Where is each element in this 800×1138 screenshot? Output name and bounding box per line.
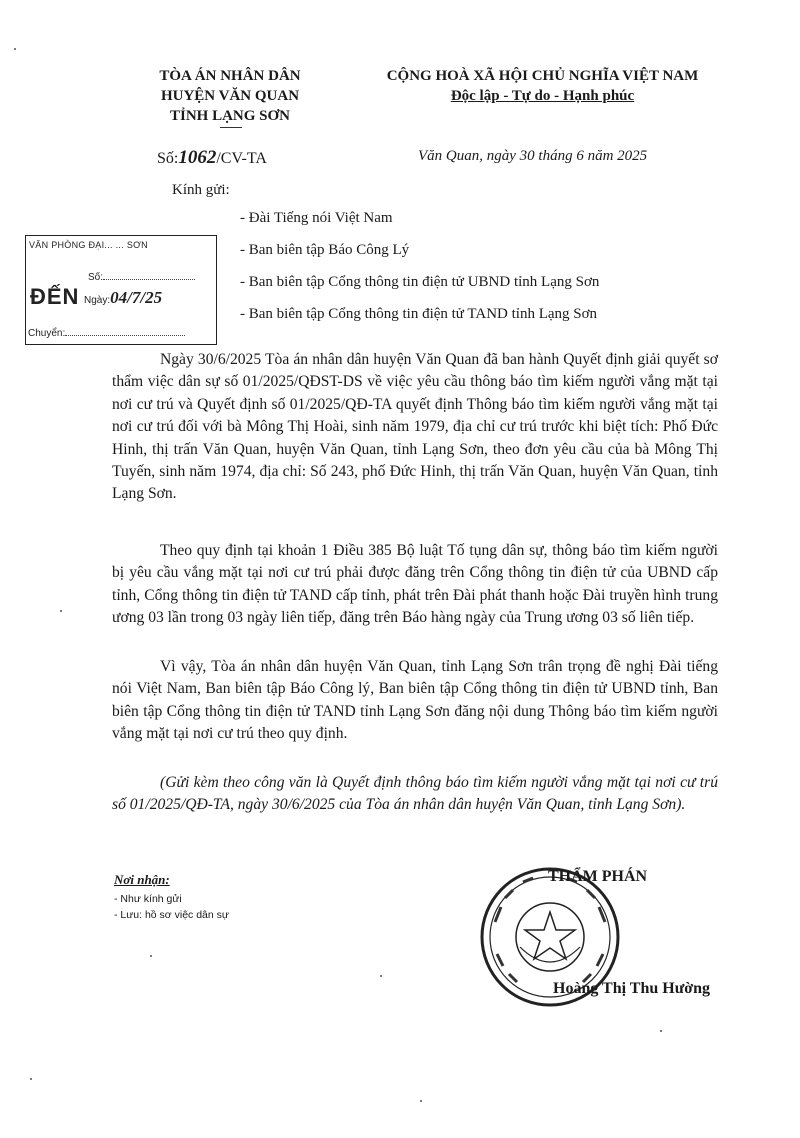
national-motto: Độc lập - Tự do - Hạnh phúc — [450, 88, 635, 104]
header-divider — [220, 127, 242, 128]
attachment-note: (Gửi kèm theo công văn là Quyết định thông báo tìm kiếm người vắng mặt tại nơi cư trú số 01/2025/QĐ-TA, ngày 30/6/2025 của Tòa án nhân dân huyện Văn Quan, tỉnh Lạng Sơn). — [112, 774, 718, 814]
stamp-date-handwritten: 04/7/25 — [110, 288, 163, 307]
national-title: CỘNG HOÀ XÃ HỘI CHỦ NGHĨA VIỆT NAM — [386, 68, 699, 84]
scan-speck — [60, 610, 62, 612]
stamp-forward-dots — [65, 335, 185, 336]
court-name-line-1: TÒA ÁN NHÂN DÂN — [159, 68, 301, 84]
recipient-item: - Ban biên tập Báo Công Lý — [240, 242, 410, 258]
body-paragraph-3: Vì vậy, Tòa án nhân dân huyện Văn Quan, tỉnh Lạng Sơn trân trọng đề nghị Đài tiếng nói Việt Nam, Ban biên tập Báo Công lý, Ban biên tập Cổng thông tin điện tử UBND tỉnh, Ban biên tập Cổng thông tin điện tử TAND tỉnh Lạng Sơn đăng nội dung Thông báo tìm kiếm người vắng mặt tại nơi cư trú theo quy định. — [112, 658, 718, 743]
doc-number-suffix: /CV-TA — [216, 150, 267, 167]
signer-name: Hoàng Thị Thu Hường — [553, 980, 711, 997]
recipient-item: - Đài Tiếng nói Việt Nam — [240, 210, 393, 226]
received-stamp — [25, 235, 217, 345]
scan-speck — [14, 48, 16, 50]
recipient-item: - Ban biên tập Cổng thông tin điện tử UBND tỉnh Lạng Sơn — [240, 274, 600, 290]
stamp-so-label: Số: — [88, 272, 104, 283]
court-name-line-3: TỈNH LẠNG SƠN — [169, 108, 291, 124]
scan-speck — [420, 1100, 422, 1102]
court-name-block — [110, 66, 350, 126]
national-title-block — [355, 66, 730, 106]
scan-speck — [380, 975, 382, 977]
signer-title: THẨM PHÁN — [548, 868, 648, 885]
greeting: Kính gửi: — [172, 182, 230, 198]
document-date: Văn Quan, ngày 30 tháng 6 năm 2025 — [418, 148, 648, 164]
doc-number-prefix: Số: — [157, 150, 179, 167]
stamp-so-field — [88, 272, 195, 283]
stamp-date-label: Ngày: — [84, 295, 111, 306]
noi-nhan-item: - Như kính gửi — [114, 893, 182, 905]
stamp-office-text: VĂN PHÒNG ĐẠI... ... SƠN — [29, 240, 148, 250]
scan-speck — [660, 1030, 662, 1032]
document-number — [157, 147, 267, 169]
body-paragraph-2: Theo quy định tại khoản 1 Điều 385 Bộ luật Tố tụng dân sự, thông báo tìm kiếm người bị yêu cầu vắng mặt tại nơi cư trú phải được đăng trên Cổng thông tin điện tử của UBND cấp tỉnh, Cổng thông tin điện tử TAND cấp tỉnh, phát trên Đài phát thanh hoặc Đài truyền hình trung ương 03 lần trong 03 ngày liên tiếp, đăng trên Báo hàng ngày của Trung ương 03 số liên tiếp. — [112, 542, 718, 627]
noi-nhan-item: - Lưu: hồ sơ việc dân sự — [114, 909, 229, 921]
stamp-date-field — [84, 288, 162, 308]
body-paragraph-1: Ngày 30/6/2025 Tòa án nhân dân huyện Văn Quan đã ban hành Quyết định giải quyết sơ thẩm việc dân sự số 01/2025/QĐST-DS về việc yêu cầu thông báo tìm kiếm người vắng mặt tại nơi cư trú và Quyết định số 01/2025/QĐ-TA quyết định Thông báo tìm kiếm người vắng mặt tại nơi cư trú đối với bà Mông Thị Hoài, sinh năm 1979, địa chỉ cư trú trước khi biệt tích: Phố Đức Hinh, thị trấn Văn Quan, huyện Văn Quan, tỉnh Lạng Sơn, theo đơn yêu cầu của bà Mông Thị Tuyến, sinh năm 1974, địa chỉ: Số 243, phố Đức Hinh, thị trấn Văn Quan, huyện Văn Quan, tỉnh Lạng Sơn. — [112, 351, 718, 503]
stamp-forward-label: Chuyển: — [28, 328, 66, 339]
stamp-so-dots — [103, 279, 195, 280]
court-name-line-2: HUYỆN VĂN QUAN — [160, 88, 300, 104]
noi-nhan-heading: Nơi nhận: — [114, 872, 170, 887]
stamp-den-label: ĐẾN — [30, 284, 80, 309]
doc-number-handwritten: 1062 — [178, 147, 217, 168]
stamp-forward-field — [28, 328, 185, 339]
scan-speck — [30, 1078, 32, 1080]
scan-speck — [150, 955, 152, 957]
recipient-item: - Ban biên tập Cổng thông tin điện tử TAND tỉnh Lạng Sơn — [240, 306, 598, 322]
